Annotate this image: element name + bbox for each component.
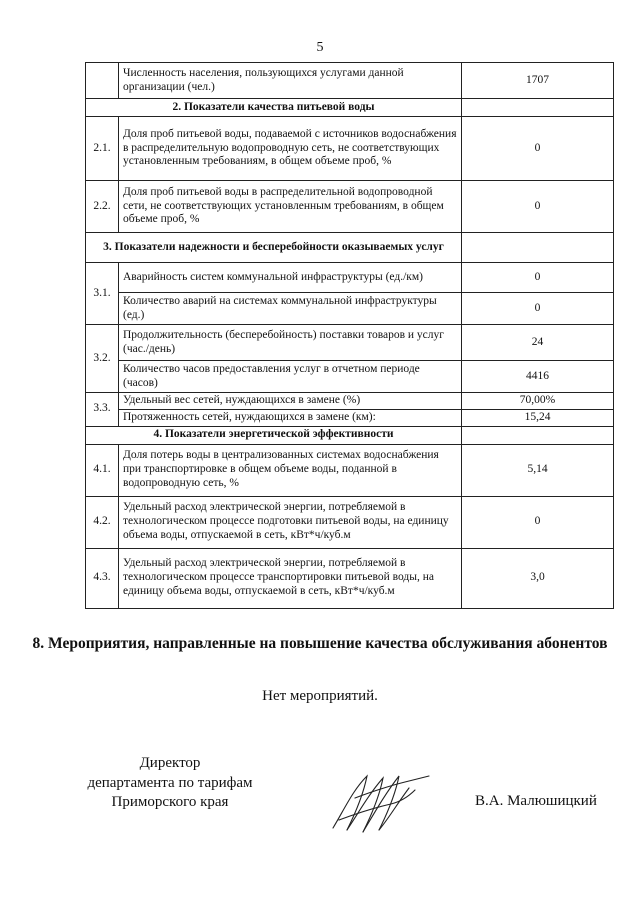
metric-label: Продолжительность (бесперебойность) поставки товаров и услуг (час./день): [119, 325, 462, 361]
metric-value: 0: [462, 293, 614, 325]
metric-value: 70,00%: [462, 393, 614, 410]
signatory-name: В.А. Малюшицкий: [475, 793, 597, 809]
metric-label: Протяженность сетей, нуждающихся в замене (км):: [119, 409, 462, 426]
table-row: [86, 409, 614, 426]
metric-value: 3,0: [462, 548, 614, 608]
row-number: 2.1.: [86, 117, 119, 181]
section-row: [86, 99, 614, 117]
table-row: [86, 444, 614, 496]
metric-label: Численность населения, пользующихся услугами данной организации (чел.): [119, 63, 462, 99]
metric-value: 24: [462, 325, 614, 361]
table-row: [86, 393, 614, 410]
metric-label: Доля потерь воды в централизованных системах водоснабжения при транспортировке в общем объеме воды, поданной в водопроводную сеть, %: [119, 444, 462, 496]
section-heading: 8. Мероприятия, направленные на повышение качества обслуживания абонентов: [32, 635, 608, 652]
position-line: Приморского края: [111, 794, 229, 810]
metric-label: Количество аварий на системах коммунальной инфраструктуры (ед.): [119, 293, 462, 325]
metric-value: 4416: [462, 361, 614, 393]
row-number: 3.3.: [86, 393, 119, 427]
metric-label: Доля проб питьевой воды в распределительной водопроводной сети, не соответствующих установленным требованиям, в общем объеме проб, %: [119, 181, 462, 233]
metric-value: 0: [462, 263, 614, 293]
metric-label: Удельный вес сетей, нуждающихся в замене (%): [119, 393, 462, 410]
metric-label: Удельный расход электрической энергии, потребляемой в технологическом процессе транспортировки питьевой воды, на единицу объема воды, отпускаемой в сеть, кВт*ч/куб.м: [119, 548, 462, 608]
metrics-table: [85, 62, 614, 609]
page-number: 5: [316, 40, 324, 55]
table-row: [86, 496, 614, 548]
table-row: [86, 293, 614, 325]
handwritten-signature-icon: [325, 768, 435, 838]
metric-value: 0: [462, 117, 614, 181]
position-line: Директор: [139, 755, 201, 771]
table-row: [86, 117, 614, 181]
row-number: 4.1.: [86, 444, 119, 496]
table-row: [86, 63, 614, 99]
row-number: 2.2.: [86, 181, 119, 233]
row-number: 3.1.: [86, 263, 119, 325]
metric-label: Аварийность систем коммунальной инфраструктуры (ед./км): [119, 263, 462, 293]
table-row: [86, 263, 614, 293]
table-row: [86, 325, 614, 361]
row-number: 4.3.: [86, 548, 119, 608]
metric-value: 1707: [462, 63, 614, 99]
metric-value: 0: [462, 496, 614, 548]
table-row: [86, 361, 614, 393]
metric-value: 5,14: [462, 444, 614, 496]
row-number: 3.2.: [86, 325, 119, 393]
table-row: [86, 181, 614, 233]
section-title: 4. Показатели энергетической эффективности: [86, 426, 462, 444]
signatory-position: [70, 754, 270, 813]
row-number: 4.2.: [86, 496, 119, 548]
metric-value: 15,24: [462, 409, 614, 426]
metric-label: Количество часов предоставления услуг в отчетном периоде (часов): [119, 361, 462, 393]
section-title: 2. Показатели качества питьевой воды: [86, 99, 462, 117]
metric-label: Доля проб питьевой воды, подаваемой с источников водоснабжения в распределительную водопроводную сеть, не соответствующих установленным требованиям, в общем объеме проб, %: [119, 117, 462, 181]
no-events-text: Нет мероприятий.: [262, 688, 378, 704]
position-line: департамента по тарифам: [87, 774, 253, 791]
section-row: [86, 426, 614, 444]
section-title: 3. Показатели надежности и бесперебойности оказываемых услуг: [86, 233, 462, 263]
metric-value: 0: [462, 181, 614, 233]
section-row: [86, 233, 614, 263]
table-row: [86, 548, 614, 608]
metric-label: Удельный расход электрической энергии, потребляемой в технологическом процессе подготовки питьевой воды, на единицу объема воды, отпускаемой в сеть, кВт*ч/куб.м: [119, 496, 462, 548]
